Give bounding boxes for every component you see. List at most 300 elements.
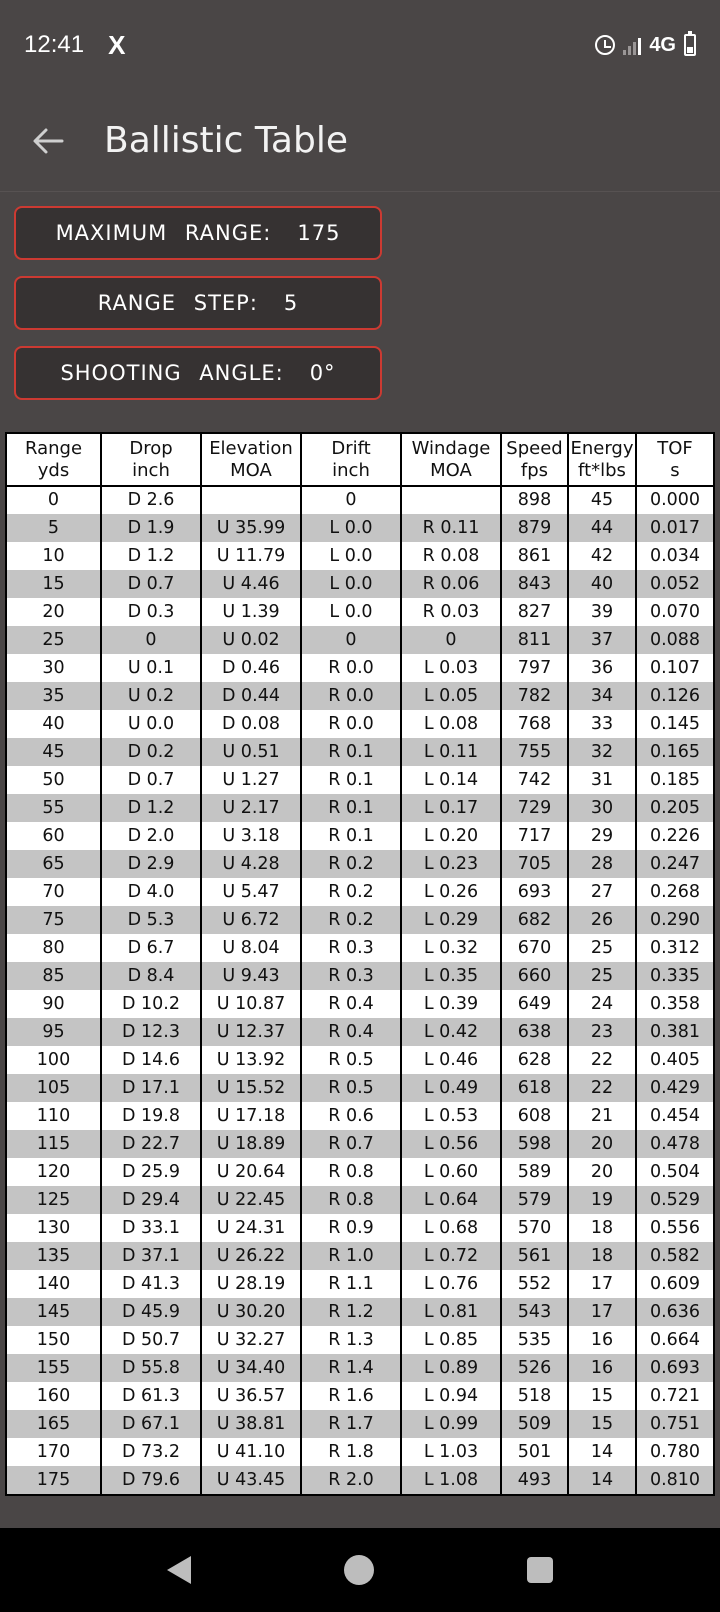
table-cell: R 0.6 <box>301 1102 401 1130</box>
table-cell: 40 <box>42 713 65 734</box>
table-cell: 0.268 <box>636 878 713 906</box>
table-row <box>7 514 713 542</box>
table-cell: 32 <box>568 738 636 766</box>
table-header-row <box>7 434 713 486</box>
table-cell: 42 <box>568 542 636 570</box>
table-cell: 843 <box>501 570 568 598</box>
table-cell: L 0.89 <box>401 1354 501 1382</box>
table-cell: 0.810 <box>636 1466 713 1494</box>
table-cell: U 24.31 <box>201 1214 301 1242</box>
header-windage: Windage MOA <box>401 434 501 486</box>
table-cell: 682 <box>501 906 568 934</box>
table-cell: 95 <box>7 1018 101 1046</box>
table-row <box>7 850 713 878</box>
header-drop: Drop inch <box>101 434 201 486</box>
table-cell: 155 <box>7 1354 101 1382</box>
table-cell: 44 <box>568 514 636 542</box>
table-cell: L 1.03 <box>401 1438 501 1466</box>
table-cell: 0.751 <box>636 1410 713 1438</box>
table-cell: 0.429 <box>636 1074 713 1102</box>
table-cell: U 4.28 <box>201 850 301 878</box>
table-cell: D 33.1 <box>101 1214 201 1242</box>
table-cell: R 0.5 <box>301 1074 401 1102</box>
table-cell: L 0.32 <box>401 934 501 962</box>
header-range: Range yds <box>7 434 101 486</box>
table-cell: 0.693 <box>636 1354 713 1382</box>
table-cell: R 1.4 <box>301 1354 401 1382</box>
table-cell: 509 <box>501 1410 568 1438</box>
table-cell: L 0.03 <box>401 654 501 682</box>
table-cell: U 1.39 <box>201 598 301 626</box>
table-cell: U 41.10 <box>201 1438 301 1466</box>
table-cell: L 0.20 <box>401 822 501 850</box>
table-cell: D 25.9 <box>101 1158 201 1186</box>
table-cell: 18 <box>568 1214 636 1242</box>
ballistic-table[interactable] <box>5 432 715 1496</box>
table-cell: D 5.3 <box>101 906 201 934</box>
table-row <box>7 766 713 794</box>
table-cell: 150 <box>36 1329 71 1350</box>
table-cell: R 0.4 <box>301 990 401 1018</box>
table-cell: 543 <box>501 1298 568 1326</box>
table-cell: 0.381 <box>636 1018 713 1046</box>
table-cell: 40 <box>568 570 636 598</box>
table-cell: 140 <box>36 1273 71 1294</box>
shooting-angle-label: SHOOTING ANGLE: <box>60 361 284 385</box>
table-cell: U 0.0 <box>101 710 201 738</box>
table-cell: 660 <box>501 962 568 990</box>
table-cell: 90 <box>42 993 65 1014</box>
table-cell: U 28.19 <box>201 1270 301 1298</box>
battery-icon <box>684 34 696 56</box>
table-cell: 22 <box>568 1074 636 1102</box>
table-cell: R 1.6 <box>301 1382 401 1410</box>
signal-icon <box>623 35 641 55</box>
table-cell: R 1.8 <box>301 1438 401 1466</box>
table-cell: R 0.2 <box>301 906 401 934</box>
table-cell: 0.780 <box>636 1438 713 1466</box>
table-cell: 19 <box>568 1186 636 1214</box>
table-cell: 0.290 <box>636 906 713 934</box>
table-row <box>7 1410 713 1438</box>
table-cell: 0.107 <box>636 654 713 682</box>
table-cell: L 0.53 <box>401 1102 501 1130</box>
table-cell: D 10.2 <box>101 990 201 1018</box>
table-cell: 0.556 <box>636 1214 713 1242</box>
table-cell: 60 <box>42 825 65 846</box>
table-cell: D 73.2 <box>101 1438 201 1466</box>
table-cell: D 45.9 <box>101 1298 201 1326</box>
table-cell <box>401 486 501 514</box>
table-cell: 861 <box>501 542 568 570</box>
table-cell: 25 <box>568 934 636 962</box>
table-cell: 16 <box>568 1326 636 1354</box>
table-cell: D 0.08 <box>201 710 301 738</box>
table-cell: R 1.2 <box>301 1298 401 1326</box>
table-cell: D 6.7 <box>101 934 201 962</box>
table-cell: 24 <box>568 990 636 1018</box>
table-cell: 70 <box>42 881 65 902</box>
table-row <box>7 1018 713 1046</box>
table-row <box>7 598 713 626</box>
table-cell: 37 <box>568 626 636 654</box>
table-cell: L 0.42 <box>401 1018 501 1046</box>
table-cell: R 1.0 <box>301 1242 401 1270</box>
table-cell: R 1.7 <box>301 1410 401 1438</box>
table-cell: D 1.9 <box>101 514 201 542</box>
table-cell: 170 <box>36 1441 71 1462</box>
table-cell: 18 <box>568 1242 636 1270</box>
table-cell: 598 <box>501 1130 568 1158</box>
table-cell: 0.017 <box>636 514 713 542</box>
table-row <box>7 738 713 766</box>
table-cell: R 0.1 <box>301 794 401 822</box>
table-cell: 0.664 <box>636 1326 713 1354</box>
back-button[interactable] <box>18 111 78 171</box>
table-cell: 608 <box>501 1102 568 1130</box>
table-cell: U 18.89 <box>201 1130 301 1158</box>
table-cell: 0.052 <box>636 570 713 598</box>
table-cell: L 0.60 <box>401 1158 501 1186</box>
table-row <box>7 934 713 962</box>
table-cell: 55 <box>7 794 101 822</box>
header-elevation: Elevation MOA <box>201 434 301 486</box>
table-cell: 628 <box>501 1046 568 1074</box>
table-cell: 145 <box>7 1298 101 1326</box>
table-cell <box>201 486 301 514</box>
table-cell: L 0.23 <box>401 850 501 878</box>
table-cell: D 0.46 <box>201 654 301 682</box>
maximum-range-value: 175 <box>297 221 341 245</box>
table-cell: 25 <box>7 626 101 654</box>
table-row <box>7 906 713 934</box>
table-cell: L 0.72 <box>401 1242 501 1270</box>
table-cell: U 0.02 <box>201 626 301 654</box>
range-step-label: RANGE STEP: <box>97 291 258 315</box>
table-cell: 0.145 <box>636 710 713 738</box>
alarm-icon <box>595 35 615 55</box>
table-row <box>7 1074 713 1102</box>
table-cell: 729 <box>501 794 568 822</box>
table-cell: 0 <box>301 486 401 514</box>
table-cell: R 0.8 <box>301 1158 401 1186</box>
table-cell: 755 <box>501 738 568 766</box>
table-cell: 0.529 <box>636 1186 713 1214</box>
table-cell: 26 <box>568 906 636 934</box>
table-cell: D 0.7 <box>101 766 201 794</box>
table-cell: L 1.08 <box>401 1466 501 1494</box>
table-cell: 0.636 <box>636 1298 713 1326</box>
table-cell: 670 <box>501 934 568 962</box>
table-cell: L 0.81 <box>401 1298 501 1326</box>
table-cell: 20 <box>568 1130 636 1158</box>
x-app-icon: X <box>108 29 126 60</box>
table-cell: U 0.2 <box>101 682 201 710</box>
table-cell: 827 <box>501 598 568 626</box>
table-cell: L 0.46 <box>401 1046 501 1074</box>
table-cell: R 0.8 <box>301 1186 401 1214</box>
table-cell: 535 <box>501 1326 568 1354</box>
table-cell: R 0.5 <box>301 1046 401 1074</box>
table-cell: 175 <box>7 1466 101 1494</box>
header-energy: Energy ft*lbs <box>568 434 636 486</box>
table-cell: 0.312 <box>636 934 713 962</box>
table-cell: R 0.1 <box>301 822 401 850</box>
table-row <box>7 1242 713 1270</box>
table-cell: 115 <box>7 1130 101 1158</box>
table-cell: D 2.6 <box>101 486 201 514</box>
table-cell: U 2.17 <box>201 794 301 822</box>
table-row <box>7 1214 713 1242</box>
table-cell: 0.504 <box>636 1158 713 1186</box>
table-cell: D 29.4 <box>101 1186 201 1214</box>
table-cell: D 41.3 <box>101 1270 201 1298</box>
table-cell: 0 <box>301 626 401 654</box>
table-cell: D 1.2 <box>101 542 201 570</box>
table-cell: 0.070 <box>636 598 713 626</box>
table-cell: D 61.3 <box>101 1382 201 1410</box>
page-title: Ballistic Table <box>104 120 348 161</box>
table-cell: 552 <box>501 1270 568 1298</box>
table-cell: D 79.6 <box>101 1466 201 1494</box>
table-cell: 526 <box>501 1354 568 1382</box>
table-cell: 898 <box>501 486 568 514</box>
table-cell: 80 <box>42 937 65 958</box>
table-cell: 16 <box>568 1354 636 1382</box>
table-cell: U 22.45 <box>201 1186 301 1214</box>
table-cell: R 0.1 <box>301 738 401 766</box>
table-cell: U 0.51 <box>201 738 301 766</box>
table-cell: 75 <box>7 906 101 934</box>
table-cell: U 3.18 <box>201 822 301 850</box>
range-step-value: 5 <box>283 291 299 315</box>
table-row <box>7 1158 713 1186</box>
table-cell: R 0.3 <box>301 934 401 962</box>
table-cell: D 4.0 <box>101 878 201 906</box>
table-cell: L 0.0 <box>301 570 401 598</box>
table-cell: 45 <box>568 486 636 514</box>
table-row <box>7 1298 713 1326</box>
shooting-angle-button[interactable] <box>14 346 382 400</box>
table-cell: 15 <box>568 1410 636 1438</box>
table-row <box>7 542 713 570</box>
table-cell: R 0.0 <box>301 654 401 682</box>
table-cell: D 12.3 <box>101 1018 201 1046</box>
table-row <box>7 570 713 598</box>
table-cell: U 36.57 <box>201 1382 301 1410</box>
table-cell: 638 <box>501 1018 568 1046</box>
table-cell: 65 <box>7 850 101 878</box>
table-cell: 0.034 <box>636 542 713 570</box>
nav-home-icon[interactable] <box>344 1555 374 1585</box>
table-cell: U 5.47 <box>201 878 301 906</box>
status-icons <box>595 34 696 57</box>
table-cell: R 0.2 <box>301 878 401 906</box>
table-cell: U 10.87 <box>201 990 301 1018</box>
table-cell: R 2.0 <box>301 1466 401 1494</box>
table-row <box>7 1046 713 1074</box>
table-cell: D 37.1 <box>101 1242 201 1270</box>
table-cell: 25 <box>568 962 636 990</box>
table-cell: D 55.8 <box>101 1354 201 1382</box>
table-cell: 29 <box>568 822 636 850</box>
table-cell: 125 <box>7 1186 101 1214</box>
table-cell: 0.165 <box>636 738 713 766</box>
table-row <box>7 878 713 906</box>
table-cell: 0.226 <box>636 822 713 850</box>
table-cell: D 19.8 <box>101 1102 201 1130</box>
table-cell: L 0.26 <box>401 878 501 906</box>
table-cell: 10 <box>42 545 65 566</box>
arrow-left-icon <box>32 127 64 155</box>
table-cell: 33 <box>568 710 636 738</box>
table-cell: 100 <box>36 1049 71 1070</box>
table-cell: R 0.1 <box>301 766 401 794</box>
table-row <box>7 486 713 514</box>
table-cell: R 1.3 <box>301 1326 401 1354</box>
table-cell: 45 <box>7 738 101 766</box>
table-cell: R 0.3 <box>301 962 401 990</box>
table-cell: 0.126 <box>636 682 713 710</box>
nav-recents-icon[interactable] <box>527 1557 553 1583</box>
status-time: 12:41 <box>24 31 85 58</box>
table-cell: L 0.0 <box>301 542 401 570</box>
table-cell: L 0.49 <box>401 1074 501 1102</box>
table-cell: 0 <box>401 626 501 654</box>
table-row <box>7 1270 713 1298</box>
table-cell: U 1.27 <box>201 766 301 794</box>
table-cell: 14 <box>568 1466 636 1494</box>
table-cell: U 43.45 <box>201 1466 301 1494</box>
table-cell: U 12.37 <box>201 1018 301 1046</box>
nav-back-icon[interactable] <box>167 1556 191 1584</box>
table-cell: 705 <box>501 850 568 878</box>
table-cell: 110 <box>36 1105 71 1126</box>
table-row <box>7 654 713 682</box>
table-cell: 160 <box>36 1385 71 1406</box>
table-cell: 20 <box>42 601 65 622</box>
table-cell: L 0.56 <box>401 1130 501 1158</box>
table-cell: L 0.11 <box>401 738 501 766</box>
table-cell: U 32.27 <box>201 1326 301 1354</box>
maximum-range-label: MAXIMUM RANGE: <box>55 221 272 245</box>
table-cell: 649 <box>501 990 568 1018</box>
table-cell: 21 <box>568 1102 636 1130</box>
table-row <box>7 794 713 822</box>
app-bar <box>0 90 720 192</box>
table-cell: 0.000 <box>636 486 713 514</box>
header-speed: Speed fps <box>501 434 568 486</box>
table-cell: 0.405 <box>636 1046 713 1074</box>
table-cell: U 35.99 <box>201 514 301 542</box>
range-step-button[interactable] <box>14 276 382 330</box>
table-cell: D 8.4 <box>101 962 201 990</box>
table-cell: L 0.17 <box>401 794 501 822</box>
table-cell: 105 <box>7 1074 101 1102</box>
table-cell: 135 <box>7 1242 101 1270</box>
table-cell: L 0.85 <box>401 1326 501 1354</box>
table-cell: U 20.64 <box>201 1158 301 1186</box>
table-cell: 17 <box>568 1298 636 1326</box>
table-cell: 493 <box>501 1466 568 1494</box>
table-cell: D 67.1 <box>101 1410 201 1438</box>
table-cell: L 0.68 <box>401 1214 501 1242</box>
table-cell: L 0.39 <box>401 990 501 1018</box>
table-cell: D 2.0 <box>101 822 201 850</box>
table-cell: U 34.40 <box>201 1354 301 1382</box>
table-cell: L 0.0 <box>301 514 401 542</box>
table-cell: U 4.46 <box>201 570 301 598</box>
table-cell: 14 <box>568 1438 636 1466</box>
table-cell: 120 <box>36 1161 71 1182</box>
table-cell: U 13.92 <box>201 1046 301 1074</box>
maximum-range-button[interactable] <box>14 206 382 260</box>
table-row <box>7 1326 713 1354</box>
table-cell: 0.358 <box>636 990 713 1018</box>
table-row <box>7 1382 713 1410</box>
table-cell: 0 <box>47 490 60 510</box>
table-cell: 34 <box>568 682 636 710</box>
table-cell: L 0.35 <box>401 962 501 990</box>
table-cell: 768 <box>501 710 568 738</box>
table-cell: L 0.99 <box>401 1410 501 1438</box>
table-row <box>7 1130 713 1158</box>
table-cell: 589 <box>501 1158 568 1186</box>
table-cell: 39 <box>568 598 636 626</box>
network-type: 4G <box>649 33 676 56</box>
table-row <box>7 626 713 654</box>
table-row <box>7 1186 713 1214</box>
table-cell: 23 <box>568 1018 636 1046</box>
table-cell: D 50.7 <box>101 1326 201 1354</box>
table-cell: D 0.2 <box>101 738 201 766</box>
table-cell: 17 <box>568 1270 636 1298</box>
navigation-bar <box>0 1528 720 1612</box>
table-cell: U 38.81 <box>201 1410 301 1438</box>
table-cell: R 0.0 <box>301 682 401 710</box>
table-cell: 31 <box>568 766 636 794</box>
table-cell: L 0.05 <box>401 682 501 710</box>
table-cell: 30 <box>42 657 65 678</box>
table-cell: 15 <box>7 570 101 598</box>
table-cell: R 0.4 <box>301 1018 401 1046</box>
table-cell: D 22.7 <box>101 1130 201 1158</box>
table-cell: 22 <box>568 1046 636 1074</box>
table-cell: D 14.6 <box>101 1046 201 1074</box>
table-cell: U 6.72 <box>201 906 301 934</box>
table-row <box>7 822 713 850</box>
table-cell: 717 <box>501 822 568 850</box>
table-cell: 742 <box>501 766 568 794</box>
table-cell: U 30.20 <box>201 1298 301 1326</box>
table-cell: 0.088 <box>636 626 713 654</box>
table-cell: L 0.08 <box>401 710 501 738</box>
table-cell: 15 <box>568 1382 636 1410</box>
table-cell: 879 <box>501 514 568 542</box>
table-cell: 85 <box>7 962 101 990</box>
table-cell: L 0.64 <box>401 1186 501 1214</box>
table-cell: U 0.1 <box>101 654 201 682</box>
table-cell: 561 <box>501 1242 568 1270</box>
table-cell: U 26.22 <box>201 1242 301 1270</box>
table-cell: R 1.1 <box>301 1270 401 1298</box>
table-cell: D 17.1 <box>101 1074 201 1102</box>
table-cell: 130 <box>36 1217 71 1238</box>
table-cell: 797 <box>501 654 568 682</box>
header-drift: Drift inch <box>301 434 401 486</box>
table-cell: D 0.44 <box>201 682 301 710</box>
table-row <box>7 1354 713 1382</box>
